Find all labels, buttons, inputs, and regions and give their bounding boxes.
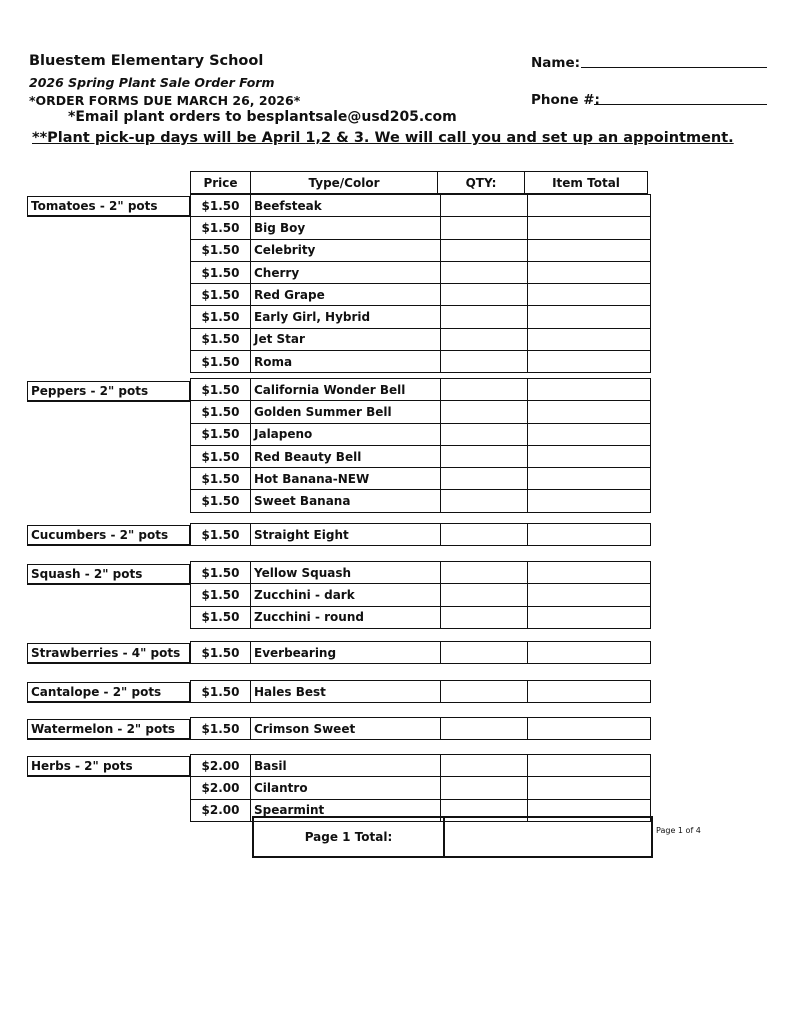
price-cell: $2.00: [191, 799, 251, 821]
price-cell: $1.50: [191, 401, 251, 423]
category-cucumbers: Cucumbers - 2" pots: [27, 525, 191, 546]
school-name: Bluestem Elementary School: [29, 53, 264, 69]
price-cell: $1.50: [191, 584, 251, 606]
qty-input[interactable]: [441, 642, 528, 664]
price-cell: $1.50: [191, 718, 251, 740]
item-total-input[interactable]: [528, 681, 651, 703]
table-row: [191, 379, 651, 401]
type-cell: Yellow Squash: [251, 562, 441, 584]
phone-label: Phone #:: [531, 92, 600, 108]
table-row: [191, 306, 651, 328]
price-cell: $1.50: [191, 445, 251, 467]
price-cell: $1.50: [191, 239, 251, 261]
table-row: [191, 261, 651, 283]
qty-input[interactable]: [441, 490, 528, 512]
table-row: [191, 328, 651, 350]
price-cell: $2.00: [191, 755, 251, 777]
type-cell: Hot Banana-NEW: [251, 468, 441, 490]
cucumbers-table: [190, 523, 651, 546]
type-cell: Hales Best: [251, 681, 441, 703]
qty-input[interactable]: [441, 195, 528, 217]
price-cell: $1.50: [191, 351, 251, 373]
name-label: Name:: [531, 55, 581, 71]
table-row: [191, 490, 651, 512]
type-cell: Celebrity: [251, 239, 441, 261]
price-cell: $1.50: [191, 284, 251, 306]
page-number: Page 1 of 4: [656, 826, 701, 835]
cantalope-table: [190, 680, 651, 703]
item-total-input[interactable]: [528, 584, 651, 606]
herbs-table: [190, 754, 651, 822]
table-row: [191, 468, 651, 490]
type-cell: Jet Star: [251, 328, 441, 350]
type-cell: Roma: [251, 351, 441, 373]
table-row: [191, 445, 651, 467]
price-cell: $1.50: [191, 562, 251, 584]
price-cell: $1.50: [191, 490, 251, 512]
table-row: [191, 755, 651, 777]
price-cell: $1.50: [191, 423, 251, 445]
table-row: [191, 562, 651, 584]
price-cell: $1.50: [191, 524, 251, 546]
qty-input[interactable]: [441, 217, 528, 239]
item-total-input[interactable]: [528, 284, 651, 306]
item-total-input[interactable]: [528, 401, 651, 423]
col-qty: QTY:: [438, 172, 525, 194]
type-cell: Red Beauty Bell: [251, 445, 441, 467]
qty-input[interactable]: [441, 777, 528, 799]
table-row: [191, 718, 651, 740]
type-cell: Sweet Banana: [251, 490, 441, 512]
price-cell: $1.50: [191, 328, 251, 350]
type-cell: Spearmint: [251, 799, 441, 821]
qty-input[interactable]: [441, 261, 528, 283]
item-total-input[interactable]: [528, 468, 651, 490]
item-total-input[interactable]: [528, 306, 651, 328]
price-cell: $1.50: [191, 217, 251, 239]
price-cell: $2.00: [191, 777, 251, 799]
qty-input[interactable]: [441, 584, 528, 606]
watermelon-table: [190, 717, 651, 740]
qty-input[interactable]: [441, 401, 528, 423]
qty-input[interactable]: [441, 755, 528, 777]
price-cell: $1.50: [191, 379, 251, 401]
qty-input[interactable]: [441, 681, 528, 703]
qty-input[interactable]: [441, 562, 528, 584]
table-row: [191, 239, 651, 261]
item-total-input[interactable]: [528, 777, 651, 799]
qty-input[interactable]: [441, 239, 528, 261]
table-row: [191, 777, 651, 799]
item-total-input[interactable]: [528, 490, 651, 512]
type-cell: Cilantro: [251, 777, 441, 799]
qty-input[interactable]: [441, 351, 528, 373]
type-cell: Zucchini - dark: [251, 584, 441, 606]
page-total-input[interactable]: [443, 818, 651, 856]
qty-input[interactable]: [441, 423, 528, 445]
qty-input[interactable]: [441, 606, 528, 628]
name-field[interactable]: [581, 67, 767, 68]
item-total-input[interactable]: [528, 328, 651, 350]
qty-input[interactable]: [441, 328, 528, 350]
table-row: [191, 401, 651, 423]
type-cell: Jalapeno: [251, 423, 441, 445]
type-cell: Basil: [251, 755, 441, 777]
item-total-input[interactable]: [528, 423, 651, 445]
strawberries-table: [190, 641, 651, 664]
col-item-total: Item Total: [525, 172, 648, 194]
table-row: [191, 524, 651, 546]
category-watermelon: Watermelon - 2" pots: [27, 719, 191, 740]
column-header-row: [190, 171, 648, 194]
type-cell: Golden Summer Bell: [251, 401, 441, 423]
qty-input[interactable]: [441, 718, 528, 740]
category-herbs: Herbs - 2" pots: [27, 756, 191, 777]
due-date-notice: *ORDER FORMS DUE MARCH 26, 2026*: [29, 93, 301, 108]
item-total-input[interactable]: [528, 239, 651, 261]
price-cell: $1.50: [191, 306, 251, 328]
table-row: [191, 584, 651, 606]
category-cantalope: Cantalope - 2" pots: [27, 682, 191, 703]
item-total-input[interactable]: [528, 524, 651, 546]
col-type: Type/Color: [251, 172, 438, 194]
qty-input[interactable]: [441, 468, 528, 490]
phone-field[interactable]: [594, 104, 767, 105]
table-row: [191, 217, 651, 239]
category-peppers: Peppers - 2" pots: [27, 381, 191, 402]
table-row: [191, 423, 651, 445]
category-tomatoes: Tomatoes - 2" pots: [27, 196, 191, 217]
type-cell: Early Girl, Hybrid: [251, 306, 441, 328]
col-price: Price: [191, 172, 251, 194]
type-cell: Everbearing: [251, 642, 441, 664]
squash-table: [190, 561, 651, 629]
type-cell: Cherry: [251, 261, 441, 283]
table-row: [191, 284, 651, 306]
price-cell: $1.50: [191, 468, 251, 490]
qty-input[interactable]: [441, 306, 528, 328]
qty-input[interactable]: [441, 524, 528, 546]
item-total-input[interactable]: [528, 379, 651, 401]
qty-input[interactable]: [441, 379, 528, 401]
type-cell: Crimson Sweet: [251, 718, 441, 740]
category-strawberries: Strawberries - 4" pots: [27, 643, 191, 664]
qty-input[interactable]: [441, 445, 528, 467]
table-row: [191, 642, 651, 664]
table-row: [191, 195, 651, 217]
item-total-input[interactable]: [528, 718, 651, 740]
type-cell: Red Grape: [251, 284, 441, 306]
item-total-input[interactable]: [528, 755, 651, 777]
price-cell: $1.50: [191, 642, 251, 664]
type-cell: Zucchini - round: [251, 606, 441, 628]
email-instructions: *Email plant orders to besplantsale@usd205.com: [68, 109, 457, 125]
item-total-input[interactable]: [528, 606, 651, 628]
pickup-notice: **Plant pick-up days will be April 1,2 & 3. We will call you and set up an appointment.: [32, 130, 734, 146]
item-total-input[interactable]: [528, 562, 651, 584]
price-cell: $1.50: [191, 606, 251, 628]
peppers-table: [190, 378, 651, 513]
tomatoes-table: [190, 194, 651, 373]
type-cell: Beefsteak: [251, 195, 441, 217]
type-cell: California Wonder Bell: [251, 379, 441, 401]
item-total-input[interactable]: [528, 195, 651, 217]
item-total-input[interactable]: [528, 445, 651, 467]
form-subtitle: 2026 Spring Plant Sale Order Form: [29, 75, 275, 90]
item-total-input[interactable]: [528, 642, 651, 664]
table-row: [191, 351, 651, 373]
type-cell: Straight Eight: [251, 524, 441, 546]
price-cell: $1.50: [191, 195, 251, 217]
item-total-input[interactable]: [528, 351, 651, 373]
qty-input[interactable]: [441, 284, 528, 306]
table-row: [191, 681, 651, 703]
type-cell: Big Boy: [251, 217, 441, 239]
page-total-label: Page 1 Total:: [254, 818, 445, 856]
table-row: [191, 606, 651, 628]
price-cell: $1.50: [191, 261, 251, 283]
category-squash: Squash - 2" pots: [27, 564, 191, 585]
price-cell: $1.50: [191, 681, 251, 703]
item-total-input[interactable]: [528, 261, 651, 283]
item-total-input[interactable]: [528, 217, 651, 239]
